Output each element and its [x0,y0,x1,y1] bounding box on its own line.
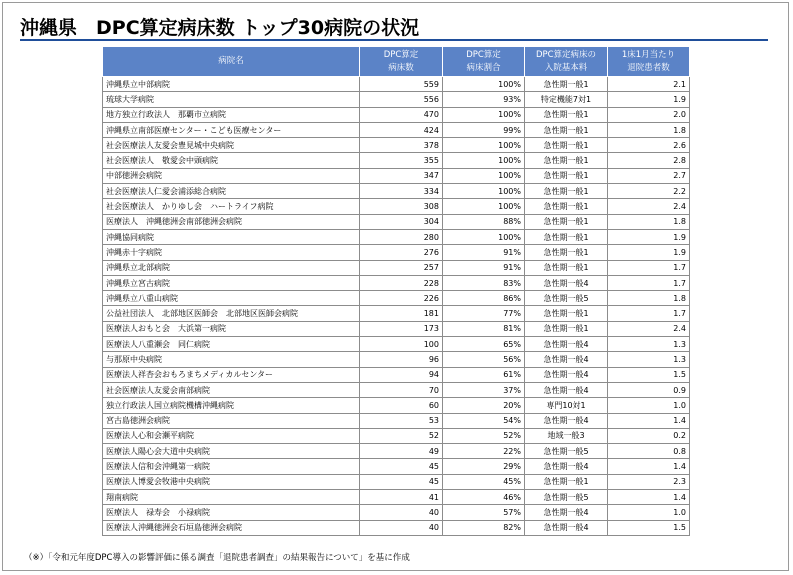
cell-discharges: 2.2 [608,184,690,199]
cell-dpc-beds: 40 [360,505,443,520]
table-row [103,92,690,107]
header-hospital-name: 病院名 [103,47,360,77]
cell-basic-fee: 急性期一般1 [525,122,608,137]
cell-dpc-ratio: 100% [443,107,525,122]
cell-basic-fee: 急性期一般5 [525,291,608,306]
cell-basic-fee: 急性期一般4 [525,352,608,367]
cell-dpc-beds: 40 [360,520,443,535]
cell-hospital-name: 医療法人 禄寿会 小禄病院 [103,505,360,520]
cell-hospital-name: 独立行政法人国立病院機構沖縄病院 [103,398,360,413]
cell-dpc-beds: 173 [360,321,443,336]
cell-dpc-beds: 304 [360,214,443,229]
cell-hospital-name: 社会医療法人仁愛会浦添総合病院 [103,184,360,199]
cell-hospital-name: 医療法人沖縄徳洲会石垣島徳洲会病院 [103,520,360,535]
cell-dpc-beds: 49 [360,444,443,459]
cell-basic-fee: 急性期一般1 [525,229,608,244]
cell-basic-fee: 急性期一般5 [525,444,608,459]
cell-dpc-beds: 45 [360,474,443,489]
cell-dpc-beds: 94 [360,367,443,382]
cell-dpc-beds: 470 [360,107,443,122]
table-row [103,321,690,336]
cell-basic-fee: 急性期一般1 [525,321,608,336]
table-row [103,291,690,306]
table-row [103,199,690,214]
cell-basic-fee: 急性期一般1 [525,474,608,489]
cell-dpc-ratio: 100% [443,138,525,153]
cell-hospital-name: 中部徳洲会病院 [103,168,360,183]
cell-hospital-name: 医療法人八重瀬会 同仁病院 [103,337,360,352]
cell-basic-fee: 急性期一般4 [525,275,608,290]
table-row [103,306,690,321]
table-row [103,275,690,290]
cell-discharges: 1.3 [608,352,690,367]
cell-basic-fee: 急性期一般1 [525,199,608,214]
cell-hospital-name: 医療法人陽心会大道中央病院 [103,444,360,459]
table-row [103,245,690,260]
cell-dpc-ratio: 54% [443,413,525,428]
table-row [103,214,690,229]
table-row [103,352,690,367]
table-row [103,138,690,153]
cell-dpc-ratio: 99% [443,122,525,137]
cell-basic-fee: 急性期一般1 [525,184,608,199]
footnote: （※）「令和元年度DPC導入の影響評価に係る調査「退院患者調査」の結果報告について」を基に作成 [24,553,410,563]
cell-dpc-beds: 52 [360,428,443,443]
cell-discharges: 1.5 [608,367,690,382]
cell-basic-fee: 急性期一般1 [525,168,608,183]
cell-hospital-name: 地方独立行政法人 那覇市立病院 [103,107,360,122]
cell-dpc-beds: 347 [360,168,443,183]
hospital-table [102,46,690,536]
table-row [103,413,690,428]
cell-basic-fee: 特定機能7対1 [525,92,608,107]
cell-dpc-beds: 41 [360,490,443,505]
cell-hospital-name: 医療法人心和会瀬平病院 [103,428,360,443]
cell-hospital-name: 沖縄赤十字病院 [103,245,360,260]
cell-hospital-name: 医療法人信和会沖縄第一病院 [103,459,360,474]
cell-dpc-beds: 559 [360,77,443,92]
cell-hospital-name: 沖縄県立中部病院 [103,77,360,92]
cell-discharges: 1.7 [608,306,690,321]
table-row [103,367,690,382]
cell-basic-fee: 専門10対1 [525,398,608,413]
table-row [103,229,690,244]
cell-dpc-ratio: 20% [443,398,525,413]
cell-discharges: 1.0 [608,505,690,520]
table-row [103,77,690,92]
title-underline [20,39,768,41]
cell-dpc-beds: 70 [360,382,443,397]
cell-dpc-ratio: 61% [443,367,525,382]
cell-hospital-name: 医療法人祥杏会おもろまちメディカルセンター [103,367,360,382]
table-row [103,153,690,168]
cell-discharges: 0.8 [608,444,690,459]
table-row [103,260,690,275]
cell-discharges: 1.9 [608,92,690,107]
cell-dpc-ratio: 82% [443,520,525,535]
cell-discharges: 1.5 [608,520,690,535]
cell-basic-fee: 急性期一般4 [525,520,608,535]
cell-hospital-name: 沖縄協同病院 [103,229,360,244]
cell-dpc-ratio: 93% [443,92,525,107]
cell-hospital-name: 社会医療法人 かりゆし会 ハートライフ病院 [103,199,360,214]
cell-discharges: 1.8 [608,122,690,137]
cell-dpc-ratio: 46% [443,490,525,505]
table-row [103,107,690,122]
cell-basic-fee: 急性期一般4 [525,505,608,520]
table-row [103,184,690,199]
cell-dpc-beds: 280 [360,229,443,244]
cell-basic-fee: 急性期一般4 [525,413,608,428]
table-row [103,122,690,137]
cell-discharges: 1.9 [608,245,690,260]
cell-discharges: 1.0 [608,398,690,413]
cell-dpc-beds: 556 [360,92,443,107]
header-discharges: 1床1月当たり 退院患者数 [608,47,690,77]
cell-dpc-beds: 308 [360,199,443,214]
cell-dpc-ratio: 45% [443,474,525,489]
cell-dpc-ratio: 100% [443,168,525,183]
cell-hospital-name: 沖縄県立八重山病院 [103,291,360,306]
header-dpc-ratio: DPC算定 病床割合 [443,47,525,77]
cell-hospital-name: 社会医療法人友愛会豊見城中央病院 [103,138,360,153]
table-row [103,398,690,413]
cell-dpc-ratio: 65% [443,337,525,352]
cell-hospital-name: 社会医療法人 敬愛会中頭病院 [103,153,360,168]
cell-discharges: 2.3 [608,474,690,489]
cell-hospital-name: 医療法人おもと会 大浜第一病院 [103,321,360,336]
cell-dpc-ratio: 88% [443,214,525,229]
cell-hospital-name: 公益社団法人 北部地区医師会 北部地区医師会病院 [103,306,360,321]
cell-dpc-ratio: 77% [443,306,525,321]
table-header-row [103,47,690,77]
cell-basic-fee: 急性期一般1 [525,77,608,92]
cell-dpc-ratio: 56% [443,352,525,367]
table-row [103,337,690,352]
cell-dpc-beds: 45 [360,459,443,474]
cell-dpc-ratio: 52% [443,428,525,443]
cell-basic-fee: 急性期一般1 [525,245,608,260]
table-row [103,474,690,489]
cell-hospital-name: 与那原中央病院 [103,352,360,367]
cell-dpc-ratio: 37% [443,382,525,397]
cell-basic-fee: 急性期一般1 [525,260,608,275]
cell-hospital-name: 医療法人 沖縄徳洲会南部徳洲会病院 [103,214,360,229]
cell-hospital-name: 社会医療法人友愛会南部病院 [103,382,360,397]
page-title: 沖縄県 DPC算定病床数 トップ30病院の状況 [20,17,420,39]
cell-dpc-ratio: 81% [443,321,525,336]
table-row [103,444,690,459]
cell-dpc-beds: 424 [360,122,443,137]
cell-dpc-beds: 378 [360,138,443,153]
cell-basic-fee: 急性期一般4 [525,367,608,382]
cell-discharges: 1.7 [608,260,690,275]
header-dpc-beds: DPC算定 病床数 [360,47,443,77]
table-row [103,520,690,535]
cell-discharges: 0.2 [608,428,690,443]
cell-basic-fee: 急性期一般4 [525,382,608,397]
cell-discharges: 2.8 [608,153,690,168]
table-row [103,168,690,183]
cell-dpc-ratio: 86% [443,291,525,306]
cell-hospital-name: 沖縄県立宮古病院 [103,275,360,290]
cell-dpc-ratio: 100% [443,184,525,199]
cell-discharges: 0.9 [608,382,690,397]
cell-discharges: 1.8 [608,291,690,306]
cell-basic-fee: 地域一般3 [525,428,608,443]
cell-hospital-name: 翔南病院 [103,490,360,505]
cell-dpc-ratio: 100% [443,153,525,168]
cell-discharges: 1.3 [608,337,690,352]
cell-basic-fee: 急性期一般5 [525,490,608,505]
cell-basic-fee: 急性期一般1 [525,138,608,153]
cell-basic-fee: 急性期一般1 [525,306,608,321]
cell-dpc-beds: 228 [360,275,443,290]
cell-discharges: 2.0 [608,107,690,122]
cell-basic-fee: 急性期一般4 [525,337,608,352]
table-row [103,490,690,505]
table-row [103,505,690,520]
cell-dpc-beds: 53 [360,413,443,428]
cell-dpc-ratio: 91% [443,245,525,260]
cell-discharges: 2.7 [608,168,690,183]
table-body [103,77,690,536]
cell-discharges: 1.9 [608,229,690,244]
cell-dpc-ratio: 91% [443,260,525,275]
table-row [103,428,690,443]
cell-basic-fee: 急性期一般1 [525,107,608,122]
cell-dpc-ratio: 29% [443,459,525,474]
cell-basic-fee: 急性期一般1 [525,214,608,229]
table-row [103,382,690,397]
cell-dpc-ratio: 100% [443,77,525,92]
cell-dpc-ratio: 100% [443,199,525,214]
cell-dpc-beds: 96 [360,352,443,367]
table-row [103,459,690,474]
cell-dpc-beds: 355 [360,153,443,168]
cell-discharges: 2.4 [608,321,690,336]
cell-hospital-name: 沖縄県立北部病院 [103,260,360,275]
cell-dpc-beds: 257 [360,260,443,275]
cell-dpc-beds: 334 [360,184,443,199]
cell-dpc-beds: 181 [360,306,443,321]
header-basic-fee: DPC算定病床の 入院基本料 [525,47,608,77]
cell-hospital-name: 宮古島徳洲会病院 [103,413,360,428]
cell-dpc-beds: 100 [360,337,443,352]
cell-dpc-ratio: 83% [443,275,525,290]
cell-discharges: 1.7 [608,275,690,290]
cell-dpc-beds: 276 [360,245,443,260]
cell-dpc-ratio: 57% [443,505,525,520]
cell-basic-fee: 急性期一般4 [525,459,608,474]
cell-dpc-ratio: 100% [443,229,525,244]
cell-discharges: 1.4 [608,459,690,474]
cell-hospital-name: 沖縄県立南部医療センター・こども医療センター [103,122,360,137]
cell-discharges: 2.6 [608,138,690,153]
cell-discharges: 2.4 [608,199,690,214]
cell-dpc-beds: 226 [360,291,443,306]
cell-dpc-beds: 60 [360,398,443,413]
cell-discharges: 1.4 [608,490,690,505]
cell-hospital-name: 琉球大学病院 [103,92,360,107]
cell-hospital-name: 医療法人博愛会牧港中央病院 [103,474,360,489]
cell-discharges: 1.8 [608,214,690,229]
cell-discharges: 1.4 [608,413,690,428]
cell-discharges: 2.1 [608,77,690,92]
cell-basic-fee: 急性期一般1 [525,153,608,168]
cell-dpc-ratio: 22% [443,444,525,459]
